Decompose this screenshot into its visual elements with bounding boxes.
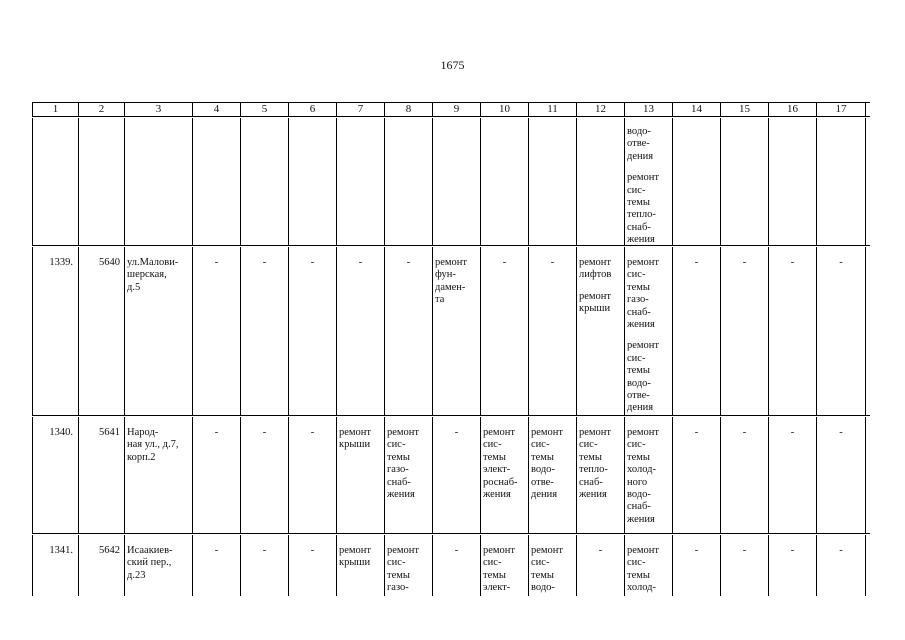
- table-cell-col-6: [288, 417, 336, 533]
- cell-text: -: [742, 257, 747, 268]
- cell-text: -: [742, 545, 747, 556]
- table-cell-col-12: [576, 535, 624, 596]
- table-header-row: [32, 103, 870, 117]
- cell-text: ремонт сис- темы элект- роснаб- жения: [483, 427, 518, 501]
- cell-text: Исаакиев- ский пер., д.23: [127, 545, 173, 581]
- header-cell-11: 11: [528, 103, 576, 116]
- cell-text: ремонт сис- темы тепло- снаб- жения: [579, 427, 612, 501]
- table-cell-col-4: [192, 417, 240, 533]
- table-cell-col-14: [672, 417, 720, 533]
- cell-text: -: [839, 257, 843, 268]
- table-cell-col-12: [576, 417, 624, 533]
- cell-text: ремонт сис- темы водо-: [531, 545, 564, 594]
- table-cell-col-13: [624, 118, 672, 245]
- table-row: [32, 247, 870, 416]
- table-cell-col-9: [432, 535, 480, 596]
- cell-text: 5641: [99, 427, 120, 438]
- cell-text: 1340.: [49, 427, 73, 438]
- table-cell-col-14: [672, 535, 720, 596]
- table-cell-col-2: [78, 247, 124, 415]
- table-cell-col-1: [32, 247, 78, 415]
- table-cell-col-1: [32, 417, 78, 533]
- cell-text: -: [262, 427, 267, 438]
- table-cell-col-5: [240, 118, 288, 245]
- table-cell-col-9: [432, 417, 480, 533]
- cell-text: -: [694, 545, 699, 556]
- header-cell-6: 6: [288, 103, 336, 116]
- header-cell-13: 13: [624, 103, 672, 116]
- table-cell-col-1: [32, 118, 78, 245]
- table-cell-col-6: [288, 247, 336, 415]
- table-cell-col-9: [432, 118, 480, 245]
- table-cell-col-4: [192, 118, 240, 245]
- table-cell-col-16: [768, 247, 816, 415]
- cell-text: ремонт сис- темы тепло- снаб- жения: [627, 172, 660, 246]
- table-cell-col-8: [384, 535, 432, 596]
- header-cell-14: 14: [672, 103, 720, 116]
- table-cell-col-2: [78, 118, 124, 245]
- table-cell-col-10: [480, 247, 528, 415]
- cell-text: Народ- ная ул., д.7, корп.2: [127, 427, 179, 463]
- header-cell-17: 17: [816, 103, 866, 116]
- table-row: [32, 417, 870, 534]
- table-cell-col-17: [816, 417, 866, 533]
- table-cell-col-14: [672, 247, 720, 415]
- table-row: [32, 535, 870, 596]
- cell-text: -: [502, 257, 507, 268]
- table-cell-col-10: [480, 535, 528, 596]
- header-cell-7: 7: [336, 103, 384, 116]
- table-cell-col-16: [768, 417, 816, 533]
- table-cell-col-11: [528, 247, 576, 415]
- repair-schedule-table: [32, 102, 870, 596]
- cell-text: -: [790, 257, 795, 268]
- header-cell-3: 3: [124, 103, 192, 116]
- table-cell-col-3: [124, 247, 192, 415]
- header-cell-16: 16: [768, 103, 816, 116]
- table-cell-col-5: [240, 417, 288, 533]
- header-cell-1: 1: [32, 103, 78, 116]
- cell-text: ремонт сис- темы газо- снаб- жения: [627, 257, 660, 331]
- table-cell-col-4: [192, 535, 240, 596]
- cell-text: ремонт фун- дамен- та: [435, 257, 468, 306]
- table-cell-col-11: [528, 118, 576, 245]
- page-number: 1675: [440, 58, 465, 72]
- cell-text: ремонт сис- темы газо- снаб- жения: [387, 427, 420, 501]
- table-cell-col-15: [720, 535, 768, 596]
- table-cell-col-3: [124, 118, 192, 245]
- table-cell-col-13: [624, 417, 672, 533]
- cell-text: 1339.: [49, 257, 73, 268]
- header-cell-8: 8: [384, 103, 432, 116]
- table-cell-col-10: [480, 417, 528, 533]
- cell-text: -: [406, 257, 411, 268]
- cell-text: ул.Малови- шерская, д.5: [127, 257, 179, 293]
- table-cell-col-8: [384, 247, 432, 415]
- table-cell-col-12: [576, 247, 624, 415]
- cell-text: -: [790, 427, 795, 438]
- table-cell-col-10: [480, 118, 528, 245]
- table-cell-col-15: [720, 247, 768, 415]
- table-cell-col-16: [768, 118, 816, 245]
- cell-text: ремонт сис- темы холод-: [627, 545, 660, 594]
- header-cell-15: 15: [720, 103, 768, 116]
- cell-text: ремонт сис- темы холод- ного водо- снаб- жения: [627, 427, 660, 525]
- cell-text: -: [839, 427, 843, 438]
- cell-text: -: [310, 427, 315, 438]
- cell-text: -: [742, 427, 747, 438]
- table-row: [32, 118, 870, 246]
- cell-text: ремонт крыши: [339, 427, 372, 451]
- table-cell-col-17: [816, 535, 866, 596]
- table-cell-col-3: [124, 535, 192, 596]
- cell-text: 1341.: [49, 545, 73, 556]
- table-cell-col-9: [432, 247, 480, 415]
- cell-text: -: [694, 427, 699, 438]
- cell-text: -: [790, 545, 795, 556]
- cell-text: ремонт сис- темы водо- отве- дения: [627, 340, 660, 414]
- table-cell-col-3: [124, 417, 192, 533]
- table-cell-col-16: [768, 535, 816, 596]
- table-cell-col-17: [816, 118, 866, 245]
- cell-text: -: [262, 545, 267, 556]
- cell-text: ремонт лифтов: [579, 257, 612, 281]
- table-cell-col-6: [288, 118, 336, 245]
- header-cell-5: 5: [240, 103, 288, 116]
- table-cell-col-15: [720, 417, 768, 533]
- table-cell-col-12: [576, 118, 624, 245]
- table-cell-col-13: [624, 247, 672, 415]
- table-cell-col-11: [528, 535, 576, 596]
- table-cell-col-11: [528, 417, 576, 533]
- cell-text: -: [598, 545, 603, 556]
- header-cell-10: 10: [480, 103, 528, 116]
- cell-text: -: [214, 257, 219, 268]
- cell-text: 5642: [99, 545, 120, 556]
- table-cell-col-1: [32, 535, 78, 596]
- cell-text: -: [454, 545, 459, 556]
- table-cell-col-8: [384, 118, 432, 245]
- cell-text: ремонт крыши: [579, 290, 612, 315]
- cell-text: ремонт сис- темы газо-: [387, 545, 420, 594]
- cell-text: -: [454, 427, 459, 438]
- table-cell-col-4: [192, 247, 240, 415]
- cell-text: ремонт крыши: [339, 545, 372, 569]
- table-cell-col-5: [240, 535, 288, 596]
- table-cell-col-7: [336, 535, 384, 596]
- table-cell-col-14: [672, 118, 720, 245]
- cell-text: -: [262, 257, 267, 268]
- table-cell-col-7: [336, 247, 384, 415]
- cell-text: -: [310, 257, 315, 268]
- cell-text: -: [694, 257, 699, 268]
- table-cell-col-5: [240, 247, 288, 415]
- table-cell-col-6: [288, 535, 336, 596]
- cell-text: -: [214, 545, 219, 556]
- table-cell-col-2: [78, 417, 124, 533]
- table-cell-col-15: [720, 118, 768, 245]
- header-cell-4: 4: [192, 103, 240, 116]
- cell-text: -: [358, 257, 363, 268]
- cell-text: 5640: [99, 257, 120, 268]
- cell-text: -: [310, 545, 315, 556]
- cell-text: ремонт сис- темы водо- отве- дения: [531, 427, 564, 501]
- table-cell-col-8: [384, 417, 432, 533]
- cell-text: -: [214, 427, 219, 438]
- table-cell-col-17: [816, 247, 866, 415]
- cell-text: -: [839, 545, 843, 556]
- table-cell-col-7: [336, 417, 384, 533]
- table-cell-col-2: [78, 535, 124, 596]
- cell-text: ремонт сис- темы элект-: [483, 545, 516, 594]
- cell-text: -: [550, 257, 555, 268]
- cell-text: водо- отве- дения: [627, 126, 654, 162]
- header-cell-12: 12: [576, 103, 624, 116]
- table-cell-col-13: [624, 535, 672, 596]
- header-cell-9: 9: [432, 103, 480, 116]
- header-cell-2: 2: [78, 103, 124, 116]
- table-cell-col-7: [336, 118, 384, 245]
